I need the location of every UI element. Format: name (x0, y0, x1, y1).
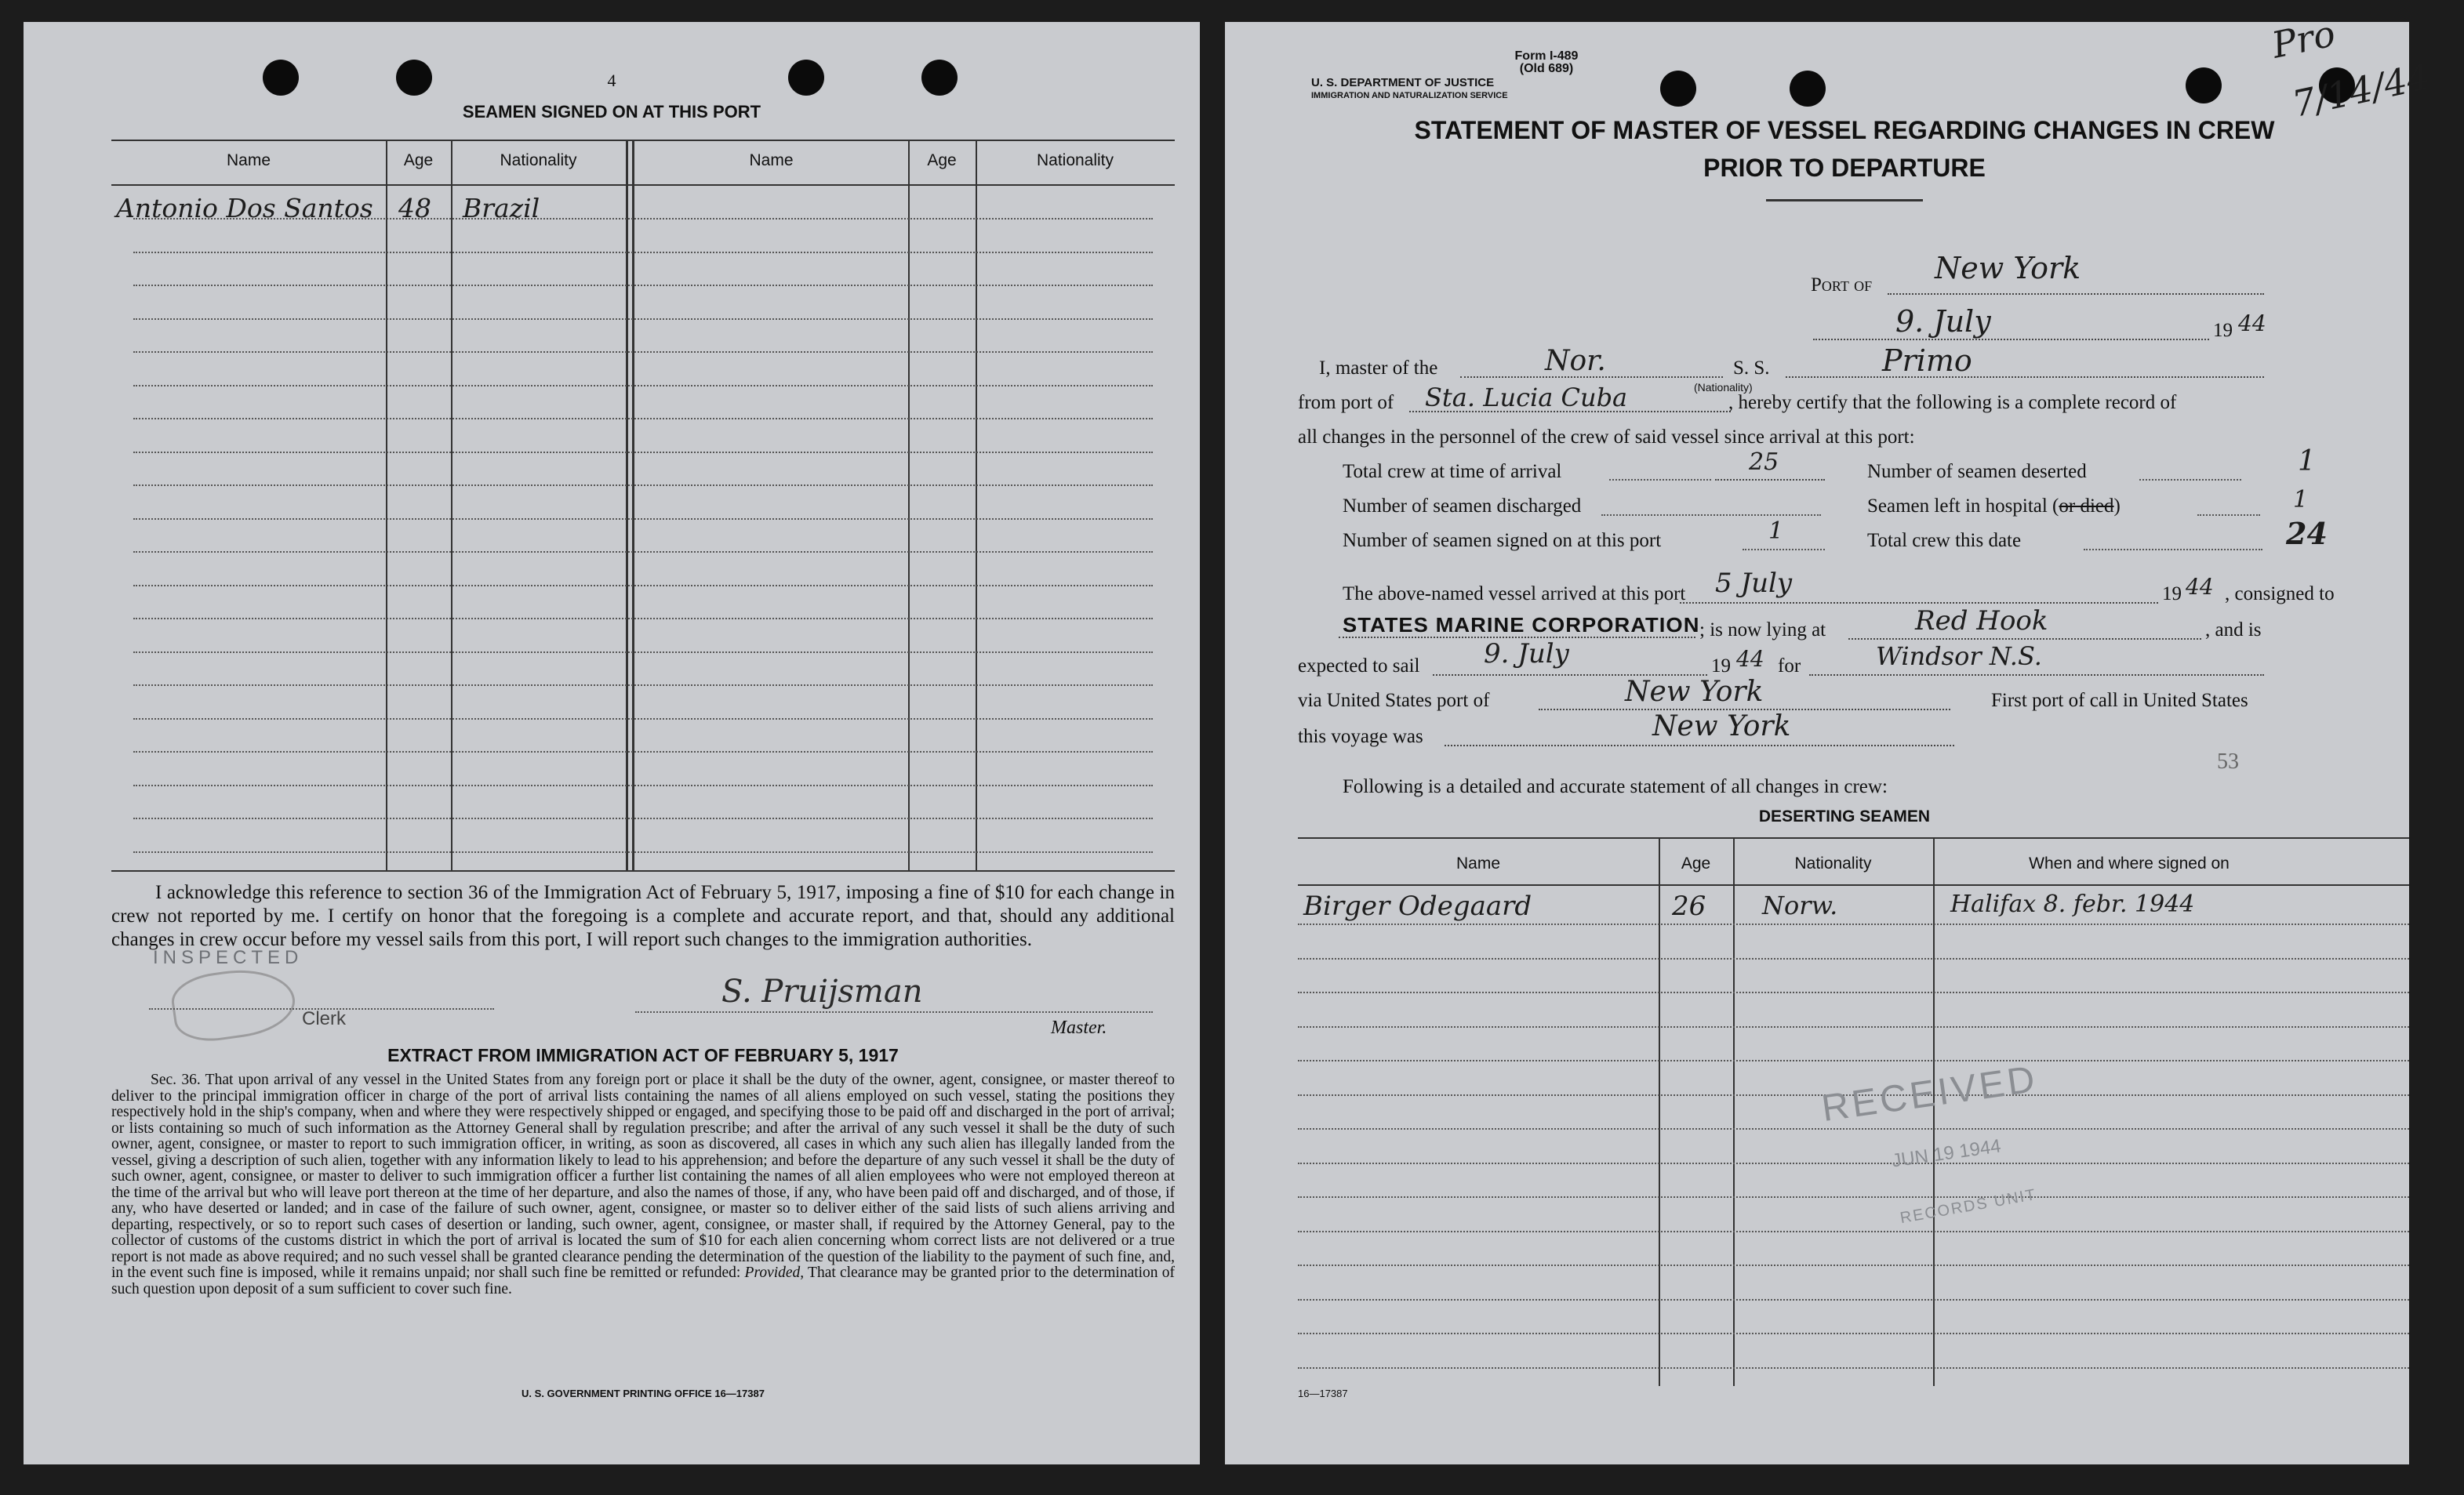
col-header-age: Age (1681, 855, 1711, 873)
row-rule (1298, 1231, 2409, 1232)
signed-on-label: Number of seamen signed on at this port (1343, 530, 1662, 551)
row-rule (133, 318, 1153, 320)
clerk-initials (169, 963, 299, 1047)
col-header-name: Name (1456, 855, 1501, 873)
col-header-age: Age (927, 151, 957, 169)
master-of-label: I, master of the (1319, 357, 1438, 379)
service: IMMIGRATION AND NATURALIZATION SERVICE (1311, 91, 1508, 100)
row-rule (133, 452, 1153, 453)
punch-hole (1790, 71, 1826, 107)
form-code: 16—17387 (1298, 1388, 1348, 1399)
ss-label: S. S. (1733, 357, 1770, 379)
received-date: JUN 19 1944 (1890, 1135, 2003, 1172)
year-value: 44 (2238, 310, 2266, 336)
col-header-nationality: Nationality (1036, 151, 1114, 169)
page-number: 4 (607, 71, 616, 90)
nationality-value: Nor. (1545, 345, 1606, 377)
deserted-label: Number of seamen deserted (1867, 461, 2087, 482)
form-subtitle: PRIOR TO DEPARTURE (1703, 154, 1986, 182)
deserting-title: DESERTING SEAMEN (1758, 807, 1931, 826)
extract-title: EXTRACT FROM IMMIGRATION ACT OF FEBRUARY 5, 1917 (387, 1045, 899, 1065)
row-rule (133, 385, 1153, 386)
for-label: for (1778, 655, 1801, 677)
sail-year-value: 44 (1736, 646, 1764, 672)
inspected-stamp: INSPECTED (153, 947, 303, 968)
via-value: New York (1625, 676, 1764, 708)
row-rule (133, 651, 1153, 653)
page-mark: 53 (2217, 749, 2239, 774)
department: U. S. DEPARTMENT OF JUSTICE (1311, 76, 1495, 89)
extract-provided: Provided, (744, 1265, 805, 1281)
arrived-year-prefix: 19 (2162, 583, 2182, 604)
form-no: Form I-489 (1514, 49, 1579, 63)
row-rule (133, 484, 1153, 486)
records-unit-stamp: RECORDS UNIT (1899, 1185, 2038, 1228)
seaman-age: 48 (398, 193, 431, 223)
extract-text (111, 1072, 1175, 1297)
row-rule (133, 351, 1153, 353)
row-rule (133, 751, 1153, 753)
extract-end: That clearance may be granted prior to the determination of such question upon deposit of a sum sufficient to cover such fine. (111, 1265, 1175, 1297)
row-rule (1298, 1196, 2409, 1198)
right-page (1225, 12, 2434, 1464)
sail-label: expected to sail (1298, 655, 1420, 677)
row-rule (1298, 1060, 2409, 1061)
row-rule (133, 285, 1153, 286)
clerk-label: Clerk (302, 1008, 347, 1029)
punch-hole (2186, 67, 2222, 103)
and-is-label: , and is (2205, 619, 2262, 640)
hospital-label (1867, 495, 2121, 517)
year-prefix: 19 (2213, 320, 2233, 341)
deserter-signed-on: Halifax 8. febr. 1944 (1950, 891, 2195, 918)
arrived-label: The above-named vessel arrived at this port (1343, 583, 1686, 604)
row-rule (1298, 1265, 2409, 1266)
row-rule (133, 718, 1153, 720)
discharged-label: Number of seamen discharged (1343, 495, 1582, 517)
voyage-label: this voyage was (1298, 726, 1423, 747)
total-crew-date-value: 24 (2286, 516, 2328, 551)
department-heading (1311, 77, 1508, 102)
row-rule (1298, 923, 2409, 925)
gpo-imprint: U. S. GOVERNMENT PRINTING OFFICE 16—17387 (522, 1388, 765, 1399)
row-rule (1298, 1128, 2409, 1130)
from-port-label: from port of (1298, 392, 1394, 413)
port-label: Port of (1811, 274, 1873, 296)
certify-text: , hereby certify that the following is a complete record of (1728, 392, 2177, 413)
row-rule (1298, 1163, 2409, 1164)
row-rule (133, 851, 1153, 853)
consignee-stamp: STATES MARINE CORPORATION (1343, 613, 1700, 637)
sail-year-prefix: 19 (1711, 655, 1731, 677)
lying-label: ; is now lying at (1699, 619, 1826, 640)
row-rule (1298, 1026, 2409, 1028)
col-header-name: Name (226, 151, 271, 169)
received-stamp: RECEIVED (1819, 1058, 2041, 1130)
col-header-nationality: Nationality (500, 151, 577, 169)
left-page (24, 22, 1200, 1464)
ss-value: Primo (1882, 343, 1972, 378)
punch-hole (1660, 71, 1696, 107)
margin-note-date: 7/14/44 (2288, 55, 2434, 125)
master-label: Master. (1051, 1018, 1107, 1038)
from-port-value: Sta. Lucia Cuba (1425, 383, 1628, 412)
old-form-no: (Old 689) (1519, 62, 1574, 75)
following-text: Following is a detailed and accurate statement of all changes in crew: (1343, 776, 1888, 797)
seamen-signed-on-title: SEAMEN SIGNED ON AT THIS PORT (462, 102, 761, 122)
signed-on-value: 1 (1768, 517, 1784, 545)
hospital-struck: or died (2059, 495, 2114, 517)
row-rule (133, 818, 1153, 819)
row-rule (1298, 1333, 2409, 1334)
col-header-nationality: Nationality (1794, 855, 1872, 873)
row-rule (133, 585, 1153, 586)
form-number (1445, 50, 1648, 75)
port-value: New York (1935, 251, 2081, 285)
sail-value: 9. July (1484, 638, 1569, 669)
voyage-value: New York (1652, 710, 1791, 742)
row-rule (133, 518, 1153, 520)
total-crew-arrival-label: Total crew at time of arrival (1343, 461, 1562, 482)
all-changes-text: all changes in the personnel of the crew of said vessel since arrival at this port: (1298, 426, 1915, 448)
row-rule (1298, 1367, 2409, 1369)
total-crew-arrival-value: 25 (1749, 448, 1779, 476)
extract-section: Sec. 36. (151, 1072, 201, 1088)
col-header-signed-on: When and where signed on (2029, 855, 2230, 873)
deserter-name: Birger Odegaard (1303, 891, 1532, 922)
seaman-name: Antonio Dos Santos (116, 193, 373, 223)
arrived-value: 5 July (1715, 568, 1793, 599)
for-value: Windsor N.S. (1876, 641, 2042, 671)
hospital-close: ) (2113, 495, 2121, 517)
deserter-age: 26 (1672, 891, 1706, 922)
form-title: STATEMENT OF MASTER OF VESSEL REGARDING CHANGES IN CREW (1414, 116, 2275, 144)
row-rule (1298, 958, 2409, 960)
row-rule (133, 418, 1153, 419)
row-rule (133, 618, 1153, 619)
extract-body: That upon arrival of any vessel in the United States from any foreign port or place it shall be the duty of the owner, agent, consignee, or master thereof to deliver to the principal immigration officer in charge of the port of arrival lists containing the names of all aliens employed on such vessel, stating the positions they respectively hold in the ship's company, when and where they were respectively shipped or engaged, and specifying those to be paid off and discharged in the port of arrival; or lists containing so much of such information as the Attorney General shall by regulation prescribe; and after the arrival of any such vessel it shall be the duty of such owner, agent, consignee, or master to report to such immigration officer, in writing, as soon as discovered, all cases in which any such alien has illegally landed from the vessel, giving a description of such alien, together with any information likely to lead to his apprehension; and before the departure of any such vessel it shall be the duty of such owner, agent, consignee, or master to deliver to such immigration officer a further list containing the names of all alien employees who were not employed thereon at the time of the arrival but who will leave port thereon at the time of her departure, and also the names of those, if any, who have been paid off and discharged, and of those, if any, who have deserted or landed; and in case of the failure of such owner, agent, consignee, or master so to deliver either of the said lists of such aliens arriving and departing, respectively, or so to report such cases of desertion or landing, such owner, agent, consignee, or master shall, if required by the Attorney General, pay to the collector of customs of the customs district in which the port of arrival is located the sum of $10 for each alien concerning whom correct lists are not delivered or a true report is not made as above required; and no such vessel shall be granted clearance pending the determination of the question of the liability to the payment of such fine, and, in the event such fine is imposed, while it remains unpaid; nor shall such fine be remitted or refunded: (111, 1072, 1175, 1281)
margin-note: Pro (2268, 12, 2339, 67)
via-label: via United States port of (1298, 690, 1490, 711)
row-rule (1298, 1299, 2409, 1301)
lying-value: Red Hook (1915, 605, 2048, 637)
row-rule (133, 684, 1153, 686)
nationality-caption: (Nationality) (1694, 381, 1753, 394)
master-signature: S. Pruijsman (721, 974, 923, 1010)
row-rule (1298, 992, 2409, 993)
hospital-value: 1 (2293, 486, 2309, 513)
hospital-label-text: Seamen left in hospital ( (1867, 495, 2059, 517)
col-header-age: Age (403, 151, 434, 169)
col-header-name: Name (749, 151, 794, 169)
date-value: 9. July (1895, 304, 1991, 339)
row-rule (133, 551, 1153, 553)
seaman-nationality: Brazil (463, 193, 540, 223)
consigned-label: , consigned to (2225, 583, 2335, 604)
row-rule (133, 252, 1153, 253)
acknowledgement-text: I acknowledge this reference to section 36 of the Immigration Act of February 5, 1917, imposing a fine of $10 for each change in crew not reported by me. I certify on honor that the foregoing is a complete and accurate report, and that, should any additional changes in crew occur before my vessel sails from this port, I will report such changes to the immigration authorities. (111, 882, 1175, 950)
arrived-year-value: 44 (2186, 574, 2214, 600)
deserter-nationality: Norw. (1762, 891, 1838, 920)
first-port-label: First port of call in United States (1991, 690, 2248, 711)
deserted-value: 1 (2298, 445, 2316, 477)
total-crew-date-label: Total crew this date (1867, 530, 2022, 551)
row-rule (133, 785, 1153, 786)
